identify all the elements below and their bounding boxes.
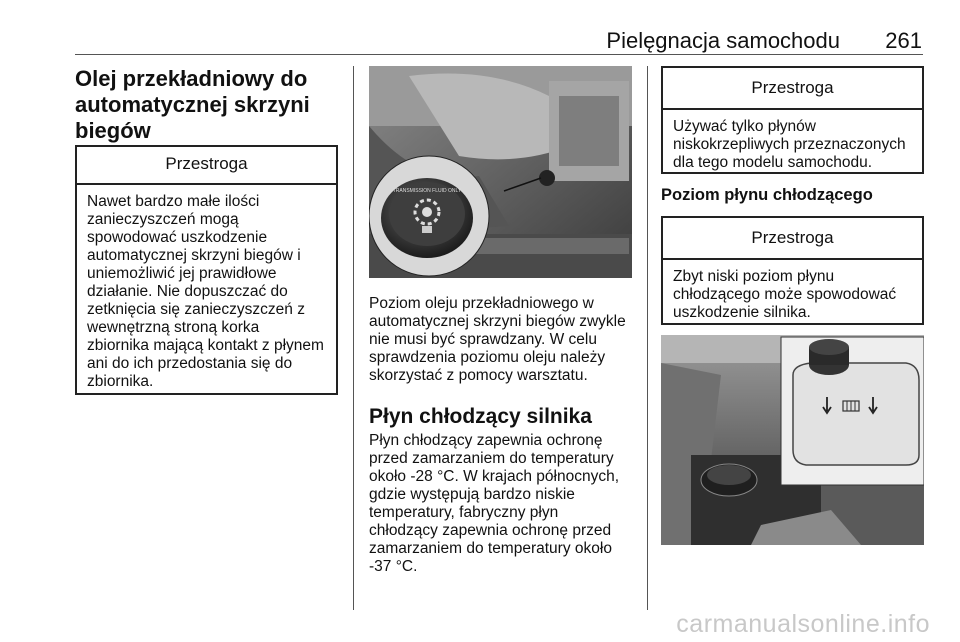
header-rule [75,54,923,55]
warning-box-transmission [75,145,338,395]
transmission-cap-illustration [369,66,632,278]
warning-body: Używać tylko płynów niskokrzepliwych przeznaczonych dla tego modelu samochodu. [673,118,906,171]
warning-heading: Przestroga [77,147,336,185]
warning-box-coolant-level [661,216,924,325]
engine-bay-photo-transmission-cap [369,66,632,278]
cap-label-text: TRANSMISSION FLUID ONLY [392,188,462,194]
watermark: carmanualsonline.info [676,610,930,638]
column-divider-2 [647,66,648,610]
section-title-coolant: Płyn chłodzący silnika [369,405,592,428]
paragraph-coolant-protection: Płyn chłodzący zapewnia ochronę przed zamarzaniem do temperatury około -28 °C. W krajach północnych, gdzie występują bardzo niskie temperatury, fabryczny płyn chłodzący zapewnia ochronę przed zamarzaniem do temperatury około -37 °C. [369,432,620,575]
engine-bay-photo-coolant-reservoir [661,335,924,545]
subheading-coolant-level: Poziom płynu chłodzącego [661,186,873,204]
column-divider-1 [353,66,354,610]
warning-box-coolant-type [661,66,924,174]
section-title-transmission-oil: Olej przekładniowy do automatycznej skrzyni biegów [75,66,310,143]
coolant-reservoir-illustration [661,335,924,545]
warning-body: Zbyt niski poziom płynu chłodzącego może spowodować uszkodzenie silnika. [673,268,897,321]
page-number: 261 [885,28,922,53]
warning-heading: Przestroga [663,218,922,260]
paragraph-transmission-oil-level: Poziom oleju przekładniowego w automatycznej skrzyni biegów zwykle nie musi być sprawdzany. W celu sprawdzenia poziomu oleju należy skorzystać z pomocy warsztatu. [369,295,626,384]
running-header-title: Pielęgnacja samochodu [606,28,840,53]
warning-heading: Przestroga [663,68,922,110]
warning-body: Nawet bardzo małe ilości zanieczyszczeń mogą spowodować uszkodzenie automatycznej skrzyni biegów i uniemożliwić jej prawidłowe działanie. Nie dopuszczać do zetknięcia się zanieczyszczeń z wewnętrzną stroną korka zbiornika mającą kontakt z płynem ani do ich przedostania się do zbiornika. [87,193,324,390]
